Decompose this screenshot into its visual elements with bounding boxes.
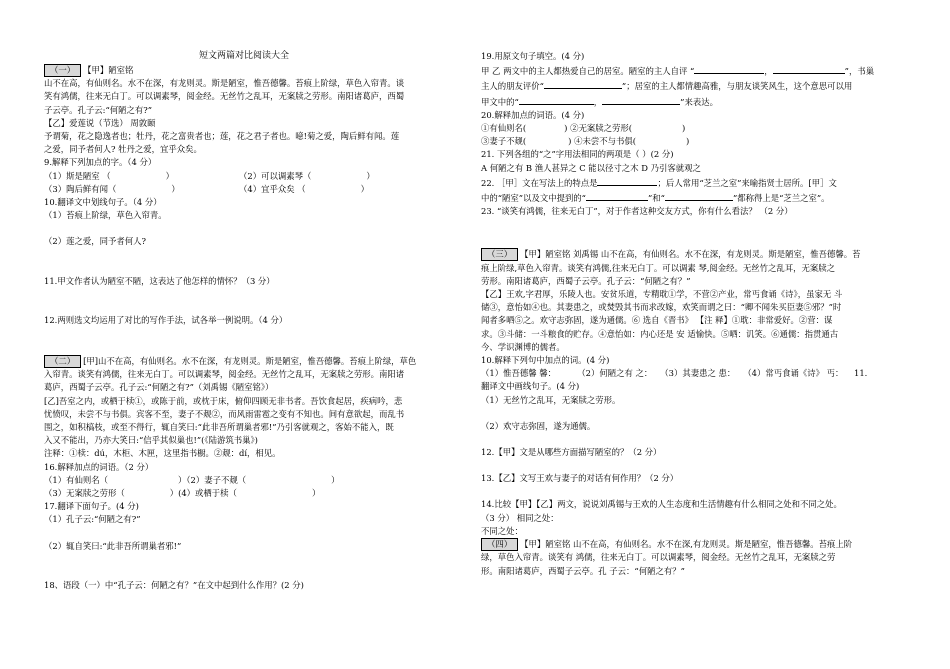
question-18: 18、语段（一）中“孔子云：何陋之有？”在文中起到什么作用？(2 分) [44,579,304,590]
document-title: 短文两篇对比阅读大全 [198,51,289,61]
question-16-row: （1）有仙则名（ ）（2）妻子不觌（ ） [44,474,340,485]
question-11r-2: （2）欢守志弥固，遂为通儒。 [481,420,596,431]
question-11: 11.甲文作者认为陋室不陋，这表达了他怎样的情怀？（3 分） [44,275,275,286]
section-4-badge: （四） [481,538,518,551]
passage-line: 予谓菊，花之隐逸者也；牡丹，花之富贵者也；莲，花之君子者也。噫!菊之爱，陶后鲜有闻。莲 [44,131,400,142]
answer-blank[interactable] [602,94,680,105]
answer-blank[interactable] [519,94,594,105]
question-14r-same: （3 分） 相同之处： [481,512,559,523]
passage-yi-title: 【乙】爱莲说（节选） 周敦颐 [44,117,156,128]
section-2-badge: （二） [44,355,81,368]
section-4-line: （四） 【甲】陋室铭 山不在高，有仙则名。水不在深,有龙则灵。斯是陋室，惟吾德馨。苔痕上阶 [481,538,901,551]
passage-line: 今、学识渊博的儒者。 [481,341,565,352]
question-16-row: （3）无案牍之劳形（ ）(4）或栖于椟（ ） [44,488,321,499]
answer-blank[interactable] [586,190,648,201]
question-16: 16.解释加点的词语。（2 分） [44,461,154,472]
question-19-line: 甲 乙 两文中的主人都热爱自己的居室。陋室的主人自评 “ ， ”，书巢 [481,63,901,78]
passage-line: 忧愤叹，未尝不与书俱。宾客不至，妻子不觌②，而风雨雷雹之变有不知也。间有意欲起，而乱书 [44,408,405,419]
section-2-line: （二） [甲]山不在高，有仙则名。水不在深，有龙则灵。斯是陋室，惟吾德馨。苔痕上阶绿，草色 [44,355,444,368]
question-10-1: （1）苔痕上阶绿，草色入帘青。 [44,210,167,221]
question-19: 19.用原文句子填空。(4 分) [481,51,585,61]
question-21-options: A 何陋之有 B 渔人甚异之 C 能以径寸之木 D 乃引客就观之 [481,162,701,173]
passage-line: 【乙】王欢,字君厚，乐陵人也。安贫乐道，专精耽①学，不营②产业，常丐食诵《诗》，虽家无 斗 [481,289,843,300]
passage-line: 绿，草色入帘青。谈笑有 鸿儒，往来无白丁。可以调素琴，阅金经。无丝竹之乱耳，无案牍之劳 [481,552,836,563]
passage-line: 山不在高，有仙则名。水不在深，有龙则灵。斯是陋室，惟吾德馨。苔痕上阶绿，草色入帘青。谈 [44,78,405,89]
question-10-2: （2）莲之爱，同予者何人? [44,236,146,247]
answer-item: （3）陶后鲜有闻（ ） [44,183,180,194]
question-13r: 13.【乙】文写王欢与妻子的对话有何作用？（2 分） [481,473,679,484]
answer-item: （2）可以调素琴（ ） [239,170,375,181]
answer-blank[interactable] [665,190,733,201]
annotation-note: 注释：①椟：dú，木柜、木匣，这里指书橱。②觌：dí，相见。 [44,448,281,459]
question-14r-diff: 不同之处： [481,525,523,536]
question-10r-items: （1）惟吾德馨 馨： （2）何陋之有 之： （3）其妻患之 患： （4）常丐食诵《诗》 丐： 11. [481,368,868,379]
question-10r: 10.解释下列句中加点的词。(4 分) [481,355,610,366]
question-12r: 12.【甲】文是从哪些方面描写陋室的？（2 分） [481,447,662,458]
question-20-row: ③妻子不觌( ) ④未尝不与书俱( ) [481,136,690,147]
question-12: 12.两则选文均运用了对比的写作手法，试各举一例说明。（4 分） [44,314,288,325]
section-3-line: （三） 【甲】陋室铭 刘禹锡 山不在高，有仙则名。水不在深，有龙则灵。斯是陋室，惟吾德馨。苔 [481,248,901,261]
passage-line: [乙]吾室之内，或栖于椟①，或陈于前，或枕于床，俯仰四顾无非书者。吾饮食起居，疾病吟，悲 [44,395,403,406]
question-17: 17.翻译下面句子。(4 分) [44,501,139,512]
question-17-2: （2）辄自笑曰:“此非吾所谓巢者邪!” [44,540,182,551]
section-1-badge: （一） [44,64,81,77]
question-10: 10.翻译文中划线句子。（4 分） [44,197,162,208]
passage-line: 储③，意怡如④也。其妻患之，或焚毁其书而求改嫁，欢笑而谓之曰：“卿不闻朱买臣妻⑤邪？”时 [481,302,842,313]
passage-line: 入帘青。谈笑有鸿儒，往来无白丁。可以调素琴，阅金经。无丝竹之乱耳，无案牍之劳形。南阳诸 [44,369,405,380]
question-19-line: 甲文中的“ ， ”来表达。 [481,94,901,109]
question-14r: 14.比较【甲】【乙】两文，说说刘禹锡与王欢的人生态度和生活情趣有什么相同之处和不同之处。 [481,499,842,510]
question-21: 21. 下列各组的“之”字用法相同的两项是（ ）(2 分) [481,149,674,160]
question-19-line: 主人的朋友评价“ ”；居室的主人都情趣高雅，与朋友谈笑风生，这个意思可以用 [481,78,901,93]
answer-item: （4）宜乎众矣 （ ） [239,183,369,194]
passage-line: 劳形。南阳诸葛庐，西蜀子云亭。孔子云：“何陋之有？” [481,275,691,286]
question-9-row [44,183,444,196]
question-17-1: （1）孔子云:“何陋之有?” [44,514,141,525]
passage-line: 痕上阶绿,草色入帘青。谈笑有鸿儒,往来无白丁。可以调素 琴,阅金经。无丝竹之乱耳，无案牍之 [481,262,836,273]
answer-blank[interactable] [544,78,622,89]
right-column [481,50,901,578]
passage-line: 入又不能出，乃亦大笑曰:“信乎其似巢也!”(《陆游筑书巢》) [44,435,258,446]
question-11r-1: （1）无丝竹之乱耳，无案牍之劳形。 [481,394,621,405]
question-22-line: 22. ［甲］文在写法上的特点是 ；后人常用“芝兰之室”来喻指贤士居所。[甲］文 [481,175,901,190]
passage-line: 闻者多哂⑤之。欢守志弥固，遂为通儒。⑥ 选自《晋书》 【注 释】①耽：非常爱好。②营：谋 [481,315,833,326]
question-23: 23. “谈笑有鸿儒，往来无白丁”，对于作者这种交友方式，你有什么看法？ （2 分） [481,206,793,217]
passage-line: 子云亭。孔子云:“何陋之有?” [44,104,152,115]
answer-blank[interactable] [694,63,764,74]
section-1-label: 【甲】陋室铭 [83,65,134,75]
passage-line: 笑有鸿儒，往来无白丁。可以调素琴，阅金经。无丝竹之乱耳，无案牍之劳形。南阳诸葛庐，西蜀 [44,91,405,102]
question-9-row [44,170,444,183]
passage-line: 葛庐，西蜀子云亭。孔子云:“何陋之有?”（刘禹锡《陋室铭》） [44,382,274,393]
passage-line: 之爱，同予者何人? 牡丹之爱，宜乎众矣。 [44,144,202,155]
question-9: 9.解释下列加点的字。（4 分） [44,157,157,168]
left-column [44,0,444,592]
answer-blank[interactable] [773,63,845,74]
section-3-badge: （三） [481,248,518,261]
answer-item: （1）斯是陋室 （ ） [44,170,174,181]
answer-blank[interactable] [597,175,657,186]
question-20: 20.解释加点的词语。(4 分) [481,109,585,120]
section-1-heading [44,64,444,77]
passage-line: 求。③斗储：一斗粮食的贮存。④意怡如：内心还是 安 适愉快。⑤哂：讥笑。⑥通儒：指贯通古 [481,328,839,339]
question-11r: 翻译文中画线句子。(4 分) [481,381,580,392]
question-22-line: 中的“陋室”以及文中提到的“ ”和“ ”都称得上是“芝兰之室”。 [481,190,901,205]
question-20-row: ①有仙则名( ) ②无案牍之劳形( ) [481,123,686,134]
passage-line: 形。南阳诸葛庐，西蜀子云亭。孔 子云：“何陋之有？” [481,565,685,576]
passage-line: 围之，如积槁枝，或至不得行，辄自笑曰:“此非吾所谓巢者邪!”乃引客就观之，客始不能入，既 [44,422,394,433]
